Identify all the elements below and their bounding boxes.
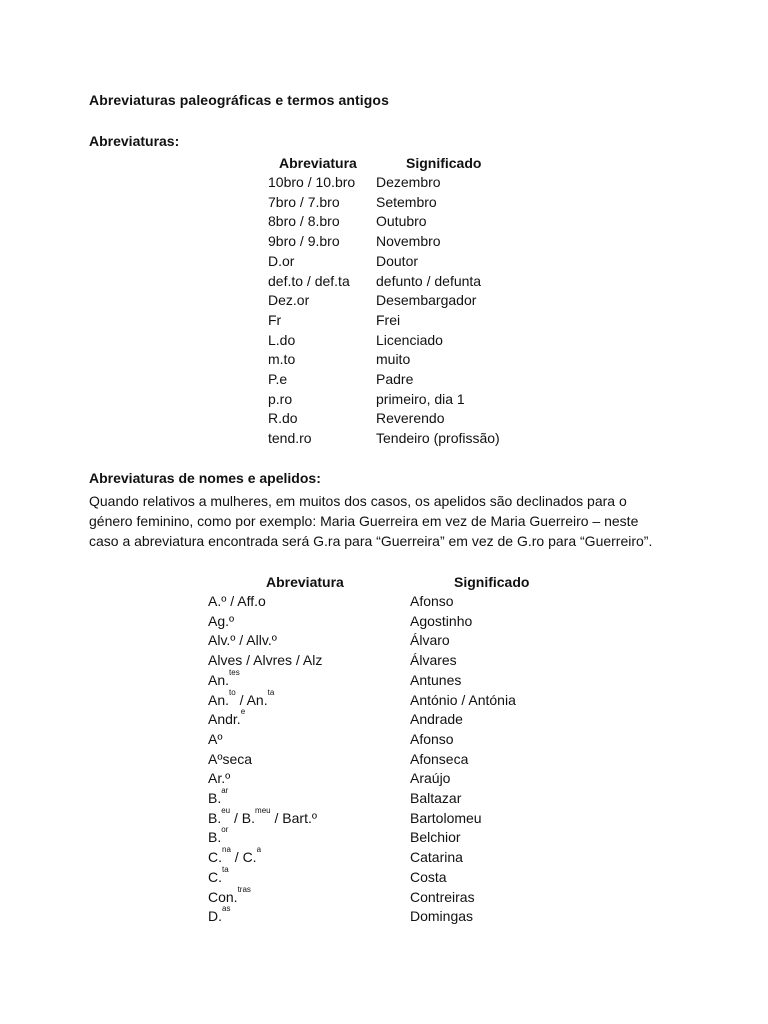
- abbreviation-cell: [208, 884, 410, 908]
- table-row: [268, 291, 526, 311]
- abbreviation-cell: Fr: [268, 311, 282, 328]
- abbreviation-cell: [208, 769, 410, 789]
- abbreviation-cell: [208, 845, 410, 868]
- table-row: [268, 311, 526, 331]
- superscript: a: [256, 845, 262, 855]
- abbreviation-cell: [208, 612, 410, 632]
- table-row: [268, 193, 526, 213]
- meaning-cell: Afonso: [410, 730, 454, 747]
- abbreviation-text: Aº: [208, 730, 223, 747]
- abbreviation-text: B.: [208, 829, 222, 846]
- table-row: [208, 809, 610, 829]
- abbreviation-cell: P.e: [268, 371, 288, 388]
- table-row: [268, 272, 526, 292]
- abbreviation-cell: [208, 904, 410, 927]
- superscript: meu: [255, 805, 271, 815]
- table-row: [208, 612, 610, 632]
- abbreviation-cell: [208, 825, 410, 848]
- abbreviation-text: C.: [208, 868, 222, 885]
- abbreviation-text: Alv.º / Allv.º: [208, 632, 277, 649]
- column-header-abreviatura: Abreviatura: [279, 155, 357, 171]
- meaning-cell: Álvaro: [410, 632, 450, 649]
- meaning-cell: muito: [376, 351, 411, 368]
- meaning-cell: Andrade: [410, 711, 463, 728]
- meaning-cell: Afonso: [410, 593, 454, 609]
- meaning-cell: Novembro: [376, 233, 441, 250]
- meaning-cell: Araújo: [410, 770, 451, 787]
- table-row: [208, 592, 610, 612]
- paragraph-line: género feminino, como por exemplo: Maria Guerreira em vez de Maria Guerreiro – neste: [89, 513, 639, 529]
- table-row: [208, 730, 610, 750]
- meaning-cell: Agostinho: [410, 612, 473, 629]
- meaning-cell: Antunes: [410, 671, 462, 688]
- explanatory-paragraph: [89, 491, 729, 551]
- abbreviation-text: Alves / Alvres / Alz: [208, 652, 323, 669]
- abbreviation-cell: [208, 592, 410, 612]
- table-row: [268, 409, 526, 429]
- names-abbreviations-table: [208, 572, 610, 927]
- table-row: [208, 631, 610, 651]
- superscript: ta: [222, 864, 229, 874]
- abbreviation-cell: 10bro / 10.bro: [268, 174, 356, 190]
- meaning-cell: Álvares: [410, 652, 457, 669]
- meaning-cell: Contreiras: [410, 888, 475, 905]
- table-row: [268, 390, 526, 410]
- paragraph-line: Quando relativos a mulheres, em muitos dos casos, os apelidos são declinados para o: [89, 493, 627, 509]
- table-row: [208, 750, 610, 770]
- table-row: [268, 429, 526, 449]
- abbreviation-cell: D.or: [268, 252, 295, 269]
- abbreviation-cell: L.do: [268, 331, 296, 348]
- abbreviation-text: Ag.º: [208, 612, 235, 629]
- meaning-cell: Reverendo: [376, 410, 445, 427]
- table-row: [208, 651, 610, 671]
- document-title: Abreviaturas paleográficas e termos antigos: [89, 92, 389, 108]
- superscript: ta: [267, 687, 275, 697]
- table-row: [208, 868, 610, 888]
- abbreviation-cell: tend.ro: [268, 430, 312, 447]
- abbreviation-text: An.: [208, 691, 230, 708]
- abbreviation-text: / B.: [230, 809, 256, 826]
- superscript: ar: [221, 786, 229, 796]
- abbreviation-text: C.: [208, 849, 222, 866]
- abbreviation-text: An.: [208, 671, 230, 688]
- table-row: [208, 828, 610, 848]
- abbreviation-text: / C.: [230, 849, 257, 866]
- column-header-significado: Significado: [406, 155, 482, 171]
- abbreviation-text: Ar.º: [208, 770, 231, 787]
- abbreviation-cell: [208, 805, 410, 829]
- table-header-row: [208, 572, 610, 592]
- abbreviation-cell: [208, 786, 410, 809]
- meaning-cell: defunto / defunta: [376, 272, 482, 289]
- abbreviation-cell: def.to / def.ta: [268, 272, 350, 289]
- abbreviation-cell: Dez.or: [268, 292, 310, 309]
- table-row: [268, 331, 526, 351]
- superscript: e: [240, 707, 246, 717]
- abbreviation-cell: [208, 730, 410, 750]
- table-row: [208, 888, 610, 908]
- abbreviation-cell: [208, 750, 410, 770]
- meaning-cell: Frei: [376, 311, 401, 328]
- abbreviation-text: / Bart.º: [270, 809, 317, 826]
- abbreviation-text: / An.: [235, 691, 268, 708]
- paragraph-line: caso a abreviatura encontrada será G.ra para “Guerreira” em vez de G.ro para “Guerreiro”.: [89, 533, 653, 549]
- meaning-cell: António / Antónia: [410, 691, 516, 708]
- meaning-cell: Baltazar: [410, 790, 462, 807]
- abbreviation-text: D.: [208, 908, 222, 925]
- meaning-cell: Padre: [376, 371, 414, 388]
- abbreviation-cell: [208, 631, 410, 651]
- abbreviation-text: B.: [208, 809, 222, 826]
- abbreviation-cell: [208, 667, 410, 691]
- superscript: tras: [237, 884, 251, 894]
- table-header-row: [268, 153, 526, 173]
- meaning-cell: Belchior: [410, 829, 461, 846]
- abbreviations-table: [268, 153, 526, 449]
- column-header-significado: Significado: [454, 574, 530, 590]
- table-row: [268, 350, 526, 370]
- table-row: [208, 710, 610, 730]
- meaning-cell: Licenciado: [376, 331, 443, 348]
- table-row: [268, 370, 526, 390]
- table-row: [208, 848, 610, 868]
- meaning-cell: Domingas: [410, 908, 474, 925]
- table-row: [268, 173, 526, 193]
- meaning-cell: Bartolomeu: [410, 809, 482, 826]
- superscript: as: [222, 904, 231, 914]
- abbreviation-text: Aºseca: [208, 750, 253, 767]
- abbreviation-cell: [208, 687, 410, 711]
- abbreviation-cell: [208, 707, 410, 730]
- meaning-cell: Dezembro: [376, 174, 441, 190]
- superscript: eu: [221, 805, 231, 815]
- table-row: [268, 212, 526, 232]
- abbreviation-cell: 9bro / 9.bro: [268, 233, 340, 250]
- meaning-cell: Desembargador: [376, 292, 477, 309]
- table-row: [268, 232, 526, 252]
- abbreviation-text: Con.: [208, 888, 238, 905]
- section-heading-abreviaturas: Abreviaturas:: [89, 133, 180, 149]
- section-heading-nomes-apelidos: Abreviaturas de nomes e apelidos:: [89, 470, 321, 486]
- table-row: [208, 691, 610, 711]
- meaning-cell: Catarina: [410, 849, 463, 866]
- abbreviation-cell: m.to: [268, 351, 296, 368]
- abbreviation-cell: p.ro: [268, 390, 293, 407]
- abbreviation-text: B.: [208, 790, 222, 807]
- superscript: na: [222, 845, 231, 855]
- meaning-cell: Setembro: [376, 193, 437, 210]
- abbreviation-cell: R.do: [268, 410, 298, 427]
- meaning-cell: Doutor: [376, 252, 419, 269]
- table-row: [268, 252, 526, 272]
- meaning-cell: Afonseca: [410, 750, 469, 767]
- superscript: to: [229, 687, 236, 697]
- meaning-cell: Costa: [410, 868, 447, 885]
- meaning-cell: primeiro, dia 1: [376, 390, 465, 407]
- superscript: or: [221, 825, 229, 835]
- column-header-abreviatura: Abreviatura: [266, 574, 344, 590]
- abbreviation-cell: 7bro / 7.bro: [268, 193, 340, 210]
- meaning-cell: Tendeiro (profissão): [376, 430, 500, 447]
- abbreviation-cell: 8bro / 8.bro: [268, 213, 340, 230]
- abbreviation-text: Andr.: [208, 711, 241, 728]
- table-row: [208, 907, 610, 927]
- table-row: [208, 769, 610, 789]
- meaning-cell: Outubro: [376, 213, 427, 230]
- abbreviation-text: A.º / Aff.o: [208, 593, 266, 609]
- superscript: tes: [229, 667, 240, 677]
